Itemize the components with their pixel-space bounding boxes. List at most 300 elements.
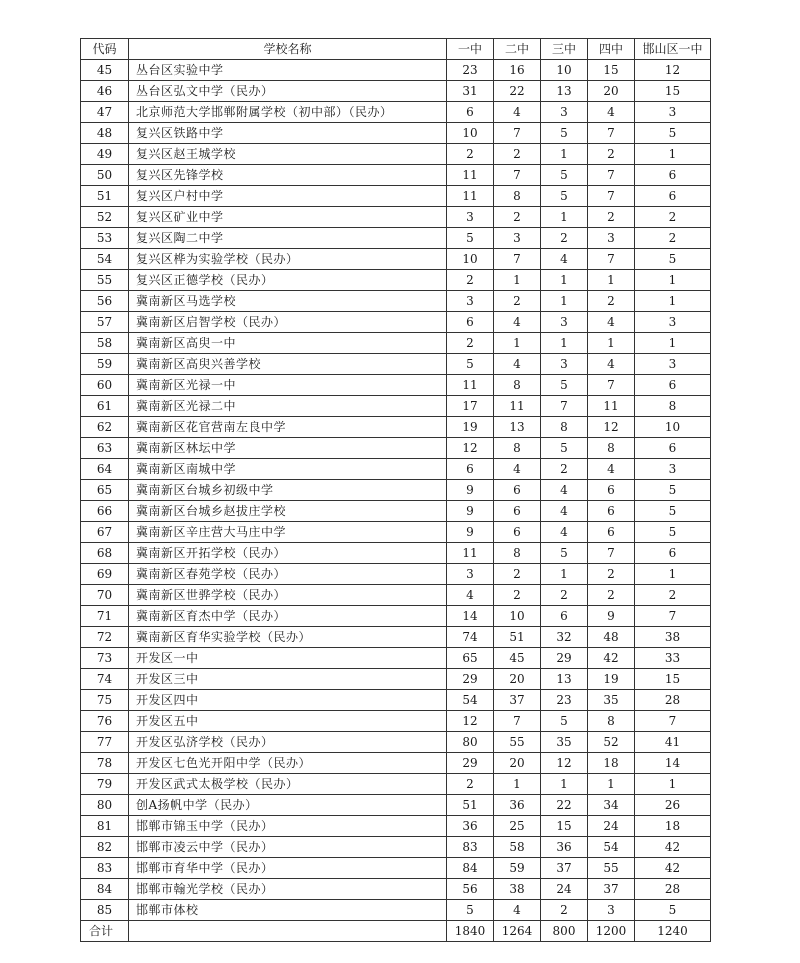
cell-school-3: 2 xyxy=(541,900,588,921)
cell-school-4: 1 xyxy=(588,270,635,291)
cell-school-1: 11 xyxy=(447,375,494,396)
cell-hanshan-1: 2 xyxy=(635,585,711,606)
cell-school-2: 1 xyxy=(494,774,541,795)
cell-school-4: 52 xyxy=(588,732,635,753)
cell-school-1: 5 xyxy=(447,354,494,375)
cell-school-2: 6 xyxy=(494,480,541,501)
cell-school-4: 11 xyxy=(588,396,635,417)
cell-school-name: 开发区七色光开阳中学（民办） xyxy=(129,753,447,774)
cell-hanshan-1: 1 xyxy=(635,291,711,312)
cell-school-name: 复兴区桦为实验学校（民办） xyxy=(129,249,447,270)
cell-school-2: 6 xyxy=(494,522,541,543)
cell-school-1: 80 xyxy=(447,732,494,753)
table-row xyxy=(81,522,711,543)
cell-school-1: 83 xyxy=(447,837,494,858)
table-row xyxy=(81,123,711,144)
cell-school-name: 冀南新区育杰中学（民办） xyxy=(129,606,447,627)
table-row xyxy=(81,732,711,753)
cell-school-1: 56 xyxy=(447,879,494,900)
cell-hanshan-1: 1 xyxy=(635,144,711,165)
cell-code: 67 xyxy=(81,522,129,543)
table-row xyxy=(81,711,711,732)
cell-school-1: 5 xyxy=(447,900,494,921)
cell-school-1: 11 xyxy=(447,543,494,564)
cell-school-1: 36 xyxy=(447,816,494,837)
cell-hanshan-1: 6 xyxy=(635,375,711,396)
cell-school-3: 35 xyxy=(541,732,588,753)
cell-school-3: 5 xyxy=(541,375,588,396)
cell-hanshan-1: 5 xyxy=(635,900,711,921)
cell-school-name: 冀南新区育华实验学校（民办） xyxy=(129,627,447,648)
cell-hanshan-1: 42 xyxy=(635,858,711,879)
cell-school-4: 55 xyxy=(588,858,635,879)
cell-school-3: 4 xyxy=(541,522,588,543)
cell-school-3: 2 xyxy=(541,228,588,249)
cell-code: 81 xyxy=(81,816,129,837)
cell-school-2: 36 xyxy=(494,795,541,816)
table-row xyxy=(81,165,711,186)
cell-school-4: 54 xyxy=(588,837,635,858)
cell-code: 82 xyxy=(81,837,129,858)
cell-school-3: 23 xyxy=(541,690,588,711)
table-row xyxy=(81,543,711,564)
table-row xyxy=(81,900,711,921)
cell-school-name: 邯郸市凌云中学（民办） xyxy=(129,837,447,858)
cell-school-1: 6 xyxy=(447,459,494,480)
cell-school-3: 3 xyxy=(541,312,588,333)
header-school-2: 二中 xyxy=(494,39,541,60)
cell-code: 60 xyxy=(81,375,129,396)
cell-hanshan-1: 5 xyxy=(635,249,711,270)
cell-school-2: 4 xyxy=(494,459,541,480)
table-row xyxy=(81,816,711,837)
cell-school-1: 19 xyxy=(447,417,494,438)
cell-hanshan-1: 2 xyxy=(635,228,711,249)
cell-school-4: 12 xyxy=(588,417,635,438)
cell-hanshan-1: 6 xyxy=(635,186,711,207)
table-row xyxy=(81,81,711,102)
cell-code: 55 xyxy=(81,270,129,291)
cell-school-1: 10 xyxy=(447,249,494,270)
cell-school-name: 冀南新区林坛中学 xyxy=(129,438,447,459)
cell-school-1: 3 xyxy=(447,207,494,228)
cell-school-4: 7 xyxy=(588,123,635,144)
table-row xyxy=(81,501,711,522)
cell-school-3: 2 xyxy=(541,585,588,606)
cell-code: 53 xyxy=(81,228,129,249)
cell-school-2: 1 xyxy=(494,333,541,354)
cell-school-1: 12 xyxy=(447,711,494,732)
cell-code: 52 xyxy=(81,207,129,228)
cell-school-4: 19 xyxy=(588,669,635,690)
table-row xyxy=(81,375,711,396)
cell-school-4: 15 xyxy=(588,60,635,81)
table-row xyxy=(81,753,711,774)
cell-school-4: 35 xyxy=(588,690,635,711)
table-row xyxy=(81,480,711,501)
cell-code: 46 xyxy=(81,81,129,102)
cell-school-1: 2 xyxy=(447,144,494,165)
cell-school-2: 58 xyxy=(494,837,541,858)
cell-school-4: 1 xyxy=(588,774,635,795)
cell-school-1: 5 xyxy=(447,228,494,249)
total-school-3: 800 xyxy=(541,921,588,942)
cell-school-3: 1 xyxy=(541,144,588,165)
cell-school-1: 9 xyxy=(447,501,494,522)
cell-school-name: 冀南新区辛庄营大马庄中学 xyxy=(129,522,447,543)
cell-hanshan-1: 1 xyxy=(635,270,711,291)
total-school-2: 1264 xyxy=(494,921,541,942)
cell-school-3: 1 xyxy=(541,333,588,354)
cell-school-4: 7 xyxy=(588,543,635,564)
cell-hanshan-1: 26 xyxy=(635,795,711,816)
cell-code: 79 xyxy=(81,774,129,795)
cell-school-1: 29 xyxy=(447,669,494,690)
cell-school-4: 8 xyxy=(588,438,635,459)
cell-hanshan-1: 5 xyxy=(635,501,711,522)
total-label: 合计 xyxy=(81,921,129,942)
cell-school-2: 51 xyxy=(494,627,541,648)
cell-hanshan-1: 3 xyxy=(635,312,711,333)
cell-school-name: 邯郸市育华中学（民办） xyxy=(129,858,447,879)
cell-school-3: 37 xyxy=(541,858,588,879)
cell-code: 84 xyxy=(81,879,129,900)
cell-code: 47 xyxy=(81,102,129,123)
cell-school-4: 48 xyxy=(588,627,635,648)
cell-school-4: 4 xyxy=(588,354,635,375)
cell-school-3: 5 xyxy=(541,543,588,564)
cell-school-1: 12 xyxy=(447,438,494,459)
cell-school-3: 22 xyxy=(541,795,588,816)
table-row xyxy=(81,858,711,879)
cell-hanshan-1: 1 xyxy=(635,774,711,795)
cell-school-3: 32 xyxy=(541,627,588,648)
cell-school-1: 23 xyxy=(447,60,494,81)
cell-code: 49 xyxy=(81,144,129,165)
header-school-3: 三中 xyxy=(541,39,588,60)
cell-school-1: 65 xyxy=(447,648,494,669)
cell-school-name: 邯郸市锦玉中学（民办） xyxy=(129,816,447,837)
cell-school-3: 1 xyxy=(541,774,588,795)
cell-code: 65 xyxy=(81,480,129,501)
cell-school-1: 51 xyxy=(447,795,494,816)
cell-hanshan-1: 7 xyxy=(635,606,711,627)
cell-school-2: 8 xyxy=(494,438,541,459)
cell-hanshan-1: 41 xyxy=(635,732,711,753)
cell-school-2: 1 xyxy=(494,270,541,291)
cell-school-2: 2 xyxy=(494,291,541,312)
cell-school-3: 13 xyxy=(541,669,588,690)
total-empty xyxy=(129,921,447,942)
cell-code: 72 xyxy=(81,627,129,648)
table-row xyxy=(81,396,711,417)
cell-school-name: 冀南新区春苑学校（民办） xyxy=(129,564,447,585)
cell-school-2: 8 xyxy=(494,543,541,564)
cell-school-2: 4 xyxy=(494,900,541,921)
cell-hanshan-1: 10 xyxy=(635,417,711,438)
cell-code: 77 xyxy=(81,732,129,753)
cell-code: 63 xyxy=(81,438,129,459)
total-school-4: 1200 xyxy=(588,921,635,942)
cell-school-2: 8 xyxy=(494,375,541,396)
table-row xyxy=(81,186,711,207)
cell-school-2: 20 xyxy=(494,669,541,690)
cell-school-3: 5 xyxy=(541,438,588,459)
cell-school-3: 3 xyxy=(541,102,588,123)
table-row xyxy=(81,837,711,858)
cell-school-name: 冀南新区开拓学校（民办） xyxy=(129,543,447,564)
cell-code: 51 xyxy=(81,186,129,207)
total-row xyxy=(81,921,711,942)
table-row xyxy=(81,291,711,312)
cell-code: 48 xyxy=(81,123,129,144)
cell-school-3: 15 xyxy=(541,816,588,837)
cell-school-2: 20 xyxy=(494,753,541,774)
cell-school-name: 北京师范大学邯郸附属学校（初中部）（民办） xyxy=(129,102,447,123)
table-row xyxy=(81,207,711,228)
cell-school-2: 11 xyxy=(494,396,541,417)
cell-school-1: 29 xyxy=(447,753,494,774)
cell-code: 70 xyxy=(81,585,129,606)
cell-school-4: 9 xyxy=(588,606,635,627)
cell-code: 80 xyxy=(81,795,129,816)
cell-school-3: 13 xyxy=(541,81,588,102)
cell-code: 73 xyxy=(81,648,129,669)
header-hanshan-1: 邯山区一中 xyxy=(635,39,711,60)
cell-code: 85 xyxy=(81,900,129,921)
cell-school-1: 9 xyxy=(447,480,494,501)
cell-school-name: 冀南新区光禄一中 xyxy=(129,375,447,396)
table-row xyxy=(81,627,711,648)
cell-school-4: 6 xyxy=(588,522,635,543)
cell-school-1: 4 xyxy=(447,585,494,606)
cell-hanshan-1: 6 xyxy=(635,543,711,564)
cell-school-1: 6 xyxy=(447,102,494,123)
cell-school-3: 24 xyxy=(541,879,588,900)
table-row xyxy=(81,417,711,438)
cell-hanshan-1: 15 xyxy=(635,81,711,102)
cell-school-1: 14 xyxy=(447,606,494,627)
cell-hanshan-1: 5 xyxy=(635,522,711,543)
cell-code: 66 xyxy=(81,501,129,522)
table-row xyxy=(81,249,711,270)
cell-school-2: 25 xyxy=(494,816,541,837)
cell-code: 58 xyxy=(81,333,129,354)
cell-hanshan-1: 15 xyxy=(635,669,711,690)
cell-hanshan-1: 42 xyxy=(635,837,711,858)
cell-school-1: 3 xyxy=(447,564,494,585)
cell-school-1: 84 xyxy=(447,858,494,879)
cell-school-name: 开发区一中 xyxy=(129,648,447,669)
cell-code: 76 xyxy=(81,711,129,732)
cell-school-3: 2 xyxy=(541,459,588,480)
cell-school-2: 38 xyxy=(494,879,541,900)
cell-school-1: 54 xyxy=(447,690,494,711)
cell-school-3: 5 xyxy=(541,165,588,186)
cell-school-1: 17 xyxy=(447,396,494,417)
header-school-4: 四中 xyxy=(588,39,635,60)
cell-school-4: 8 xyxy=(588,711,635,732)
table-row xyxy=(81,564,711,585)
cell-school-4: 3 xyxy=(588,900,635,921)
cell-school-4: 18 xyxy=(588,753,635,774)
cell-hanshan-1: 8 xyxy=(635,396,711,417)
cell-hanshan-1: 2 xyxy=(635,207,711,228)
cell-school-1: 74 xyxy=(447,627,494,648)
cell-code: 50 xyxy=(81,165,129,186)
cell-school-name: 冀南新区高臾兴善学校 xyxy=(129,354,447,375)
cell-school-3: 29 xyxy=(541,648,588,669)
cell-hanshan-1: 3 xyxy=(635,459,711,480)
cell-school-3: 1 xyxy=(541,564,588,585)
cell-school-3: 5 xyxy=(541,123,588,144)
cell-hanshan-1: 7 xyxy=(635,711,711,732)
cell-code: 45 xyxy=(81,60,129,81)
cell-school-name: 冀南新区高臾一中 xyxy=(129,333,447,354)
cell-school-2: 3 xyxy=(494,228,541,249)
cell-school-4: 20 xyxy=(588,81,635,102)
table-row xyxy=(81,879,711,900)
cell-hanshan-1: 38 xyxy=(635,627,711,648)
table-row xyxy=(81,333,711,354)
cell-school-2: 4 xyxy=(494,354,541,375)
cell-hanshan-1: 18 xyxy=(635,816,711,837)
cell-school-4: 2 xyxy=(588,585,635,606)
cell-school-1: 2 xyxy=(447,270,494,291)
cell-school-2: 4 xyxy=(494,312,541,333)
table-row xyxy=(81,354,711,375)
cell-school-2: 7 xyxy=(494,123,541,144)
cell-school-name: 丛台区弘文中学（民办） xyxy=(129,81,447,102)
cell-school-3: 1 xyxy=(541,207,588,228)
cell-school-1: 3 xyxy=(447,291,494,312)
cell-school-4: 2 xyxy=(588,144,635,165)
table-row xyxy=(81,102,711,123)
cell-school-4: 4 xyxy=(588,102,635,123)
cell-school-name: 开发区武式太极学校（民办） xyxy=(129,774,447,795)
cell-school-name: 复兴区陶二中学 xyxy=(129,228,447,249)
cell-school-2: 55 xyxy=(494,732,541,753)
cell-school-name: 丛台区实验中学 xyxy=(129,60,447,81)
cell-school-3: 1 xyxy=(541,291,588,312)
cell-hanshan-1: 6 xyxy=(635,438,711,459)
table-row xyxy=(81,774,711,795)
table-row xyxy=(81,270,711,291)
header-school-name: 学校名称 xyxy=(129,39,447,60)
header-school-1: 一中 xyxy=(447,39,494,60)
cell-school-name: 复兴区铁路中学 xyxy=(129,123,447,144)
cell-school-2: 2 xyxy=(494,207,541,228)
cell-code: 62 xyxy=(81,417,129,438)
cell-school-name: 冀南新区世骅学校（民办） xyxy=(129,585,447,606)
table-row xyxy=(81,690,711,711)
cell-school-1: 11 xyxy=(447,186,494,207)
cell-school-name: 冀南新区花官营南左良中学 xyxy=(129,417,447,438)
cell-code: 54 xyxy=(81,249,129,270)
cell-school-1: 10 xyxy=(447,123,494,144)
table-row xyxy=(81,60,711,81)
cell-school-4: 4 xyxy=(588,459,635,480)
cell-school-name: 冀南新区南城中学 xyxy=(129,459,447,480)
cell-school-3: 6 xyxy=(541,606,588,627)
cell-code: 74 xyxy=(81,669,129,690)
cell-school-name: 开发区四中 xyxy=(129,690,447,711)
cell-code: 57 xyxy=(81,312,129,333)
cell-school-2: 2 xyxy=(494,564,541,585)
cell-school-name: 复兴区先锋学校 xyxy=(129,165,447,186)
cell-school-2: 8 xyxy=(494,186,541,207)
cell-school-3: 12 xyxy=(541,753,588,774)
table-row xyxy=(81,606,711,627)
cell-school-3: 8 xyxy=(541,417,588,438)
cell-school-4: 6 xyxy=(588,501,635,522)
cell-school-2: 37 xyxy=(494,690,541,711)
cell-school-4: 2 xyxy=(588,291,635,312)
table-row xyxy=(81,648,711,669)
cell-school-name: 开发区三中 xyxy=(129,669,447,690)
table-row xyxy=(81,438,711,459)
cell-school-4: 1 xyxy=(588,333,635,354)
cell-school-2: 7 xyxy=(494,249,541,270)
cell-code: 71 xyxy=(81,606,129,627)
cell-school-2: 4 xyxy=(494,102,541,123)
cell-hanshan-1: 28 xyxy=(635,879,711,900)
table-row xyxy=(81,228,711,249)
cell-school-4: 7 xyxy=(588,375,635,396)
total-school-1: 1840 xyxy=(447,921,494,942)
cell-school-name: 复兴区正德学校（民办） xyxy=(129,270,447,291)
cell-school-1: 2 xyxy=(447,333,494,354)
cell-school-name: 复兴区矿业中学 xyxy=(129,207,447,228)
cell-school-name: 冀南新区马选学校 xyxy=(129,291,447,312)
cell-school-3: 4 xyxy=(541,249,588,270)
cell-school-name: 冀南新区启智学校（民办） xyxy=(129,312,447,333)
cell-hanshan-1: 28 xyxy=(635,690,711,711)
total-hanshan-1: 1240 xyxy=(635,921,711,942)
cell-hanshan-1: 5 xyxy=(635,123,711,144)
cell-school-2: 13 xyxy=(494,417,541,438)
cell-school-3: 4 xyxy=(541,480,588,501)
table-row xyxy=(81,459,711,480)
cell-code: 83 xyxy=(81,858,129,879)
cell-school-2: 7 xyxy=(494,711,541,732)
cell-school-2: 2 xyxy=(494,585,541,606)
cell-school-1: 6 xyxy=(447,312,494,333)
cell-school-1: 11 xyxy=(447,165,494,186)
cell-school-3: 10 xyxy=(541,60,588,81)
cell-school-2: 22 xyxy=(494,81,541,102)
cell-hanshan-1: 12 xyxy=(635,60,711,81)
cell-hanshan-1: 1 xyxy=(635,333,711,354)
cell-school-4: 7 xyxy=(588,186,635,207)
cell-school-3: 5 xyxy=(541,711,588,732)
cell-code: 61 xyxy=(81,396,129,417)
cell-school-4: 6 xyxy=(588,480,635,501)
cell-school-name: 创A扬帆中学（民办） xyxy=(129,795,447,816)
cell-school-4: 4 xyxy=(588,312,635,333)
cell-school-3: 3 xyxy=(541,354,588,375)
cell-school-2: 45 xyxy=(494,648,541,669)
cell-code: 68 xyxy=(81,543,129,564)
cell-code: 59 xyxy=(81,354,129,375)
cell-school-name: 复兴区赵王城学校 xyxy=(129,144,447,165)
cell-school-1: 2 xyxy=(447,774,494,795)
cell-school-4: 42 xyxy=(588,648,635,669)
header-code: 代码 xyxy=(81,39,129,60)
cell-school-3: 7 xyxy=(541,396,588,417)
header-row xyxy=(81,39,711,60)
cell-hanshan-1: 5 xyxy=(635,480,711,501)
